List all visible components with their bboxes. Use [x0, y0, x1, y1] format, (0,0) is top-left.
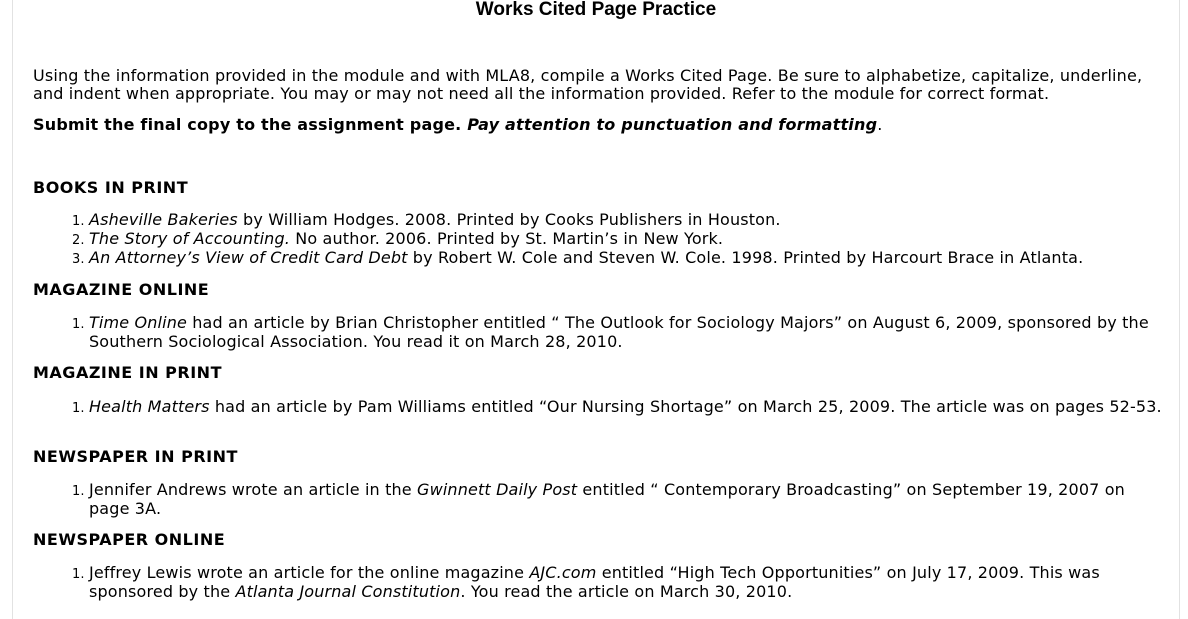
- list-item: [89, 210, 1169, 229]
- instructions-text: Using the information provided in the module and with MLA8, compile a Works Cited Page. Be sure to alphabetize, capitalize, underline, and indent when appropriate. You may or may not need all the information provided. Refer to the module for correct format.: [33, 66, 1143, 103]
- list-item: [89, 563, 1169, 601]
- list-item: [89, 229, 1169, 248]
- item-text: Jennifer Andrews wrote an article in the: [89, 480, 418, 499]
- submit-bold-text: Submit the final copy to the assignment page.: [33, 115, 468, 134]
- newspaper-in-print-list: [33, 480, 1169, 518]
- item-italic: Time Online: [89, 313, 187, 332]
- item-text: had an article by Pam Williams entitled “Our Nursing Shortage” on March 25, 2009. The article was on pages 52-53.: [209, 397, 1162, 416]
- section-heading-books-in-print: BOOKS IN PRINT: [33, 178, 189, 197]
- item-italic: AJC.com: [529, 563, 597, 582]
- page-title: Works Cited Page Practice: [475, 0, 717, 20]
- newspaper-online-list: [33, 563, 1169, 601]
- item-text: No author. 2006. Printed by St. Martin’s in New York.: [290, 229, 724, 248]
- section-heading-magazine-in-print: MAGAZINE IN PRINT: [33, 363, 222, 382]
- list-item: [89, 480, 1169, 518]
- item-text: by William Hodges. 2008. Printed by Cooks Publishers in Houston.: [237, 210, 781, 229]
- section-heading-magazine-online: MAGAZINE ONLINE: [33, 280, 210, 299]
- section-heading-newspaper-in-print: NEWSPAPER IN PRINT: [33, 447, 238, 466]
- item-text: had an article by Brian Christopher entitled “ The Outlook for Sociology Majors” on August 6, 2009, sponsored by the Southern Sociological Association. You read it on March 28, 2010.: [89, 313, 1149, 351]
- section-heading-newspaper-online: NEWSPAPER ONLINE: [33, 530, 226, 549]
- item-text: . You read the article on March 30, 2010.: [460, 582, 793, 601]
- books-in-print-list: [33, 210, 1169, 267]
- item-italic: Health Matters: [89, 397, 210, 416]
- list-item: [89, 248, 1169, 267]
- submit-instructions: [33, 116, 883, 134]
- submit-end-text: .: [877, 115, 883, 134]
- list-item: [89, 397, 1169, 416]
- item-text: entitled “ Contemporary Broadcasting” on September 19, 2007 on page 3A.: [89, 480, 1125, 518]
- item-italic: Atlanta Journal Constitution: [235, 582, 461, 601]
- submit-emphasis-text: Pay attention to punctuation and formatting: [467, 115, 878, 134]
- item-italic: Gwinnett Daily Post: [417, 480, 578, 499]
- item-text: Jeffrey Lewis wrote an article for the online magazine: [89, 563, 530, 582]
- item-text: entitled “High Tech Opportunities” on July 17, 2009. This was sponsored by the: [89, 563, 1100, 601]
- list-item: [89, 313, 1169, 351]
- magazine-online-list: [33, 313, 1169, 351]
- item-italic: Asheville Bakeries: [89, 210, 238, 229]
- item-italic: The Story of Accounting.: [89, 229, 291, 248]
- magazine-in-print-list: [33, 397, 1169, 416]
- item-italic: An Attorney’s View of Credit Card Debt: [89, 248, 408, 267]
- item-text: by Robert W. Cole and Steven W. Cole. 1998. Printed by Harcourt Brace in Atlanta.: [407, 248, 1084, 267]
